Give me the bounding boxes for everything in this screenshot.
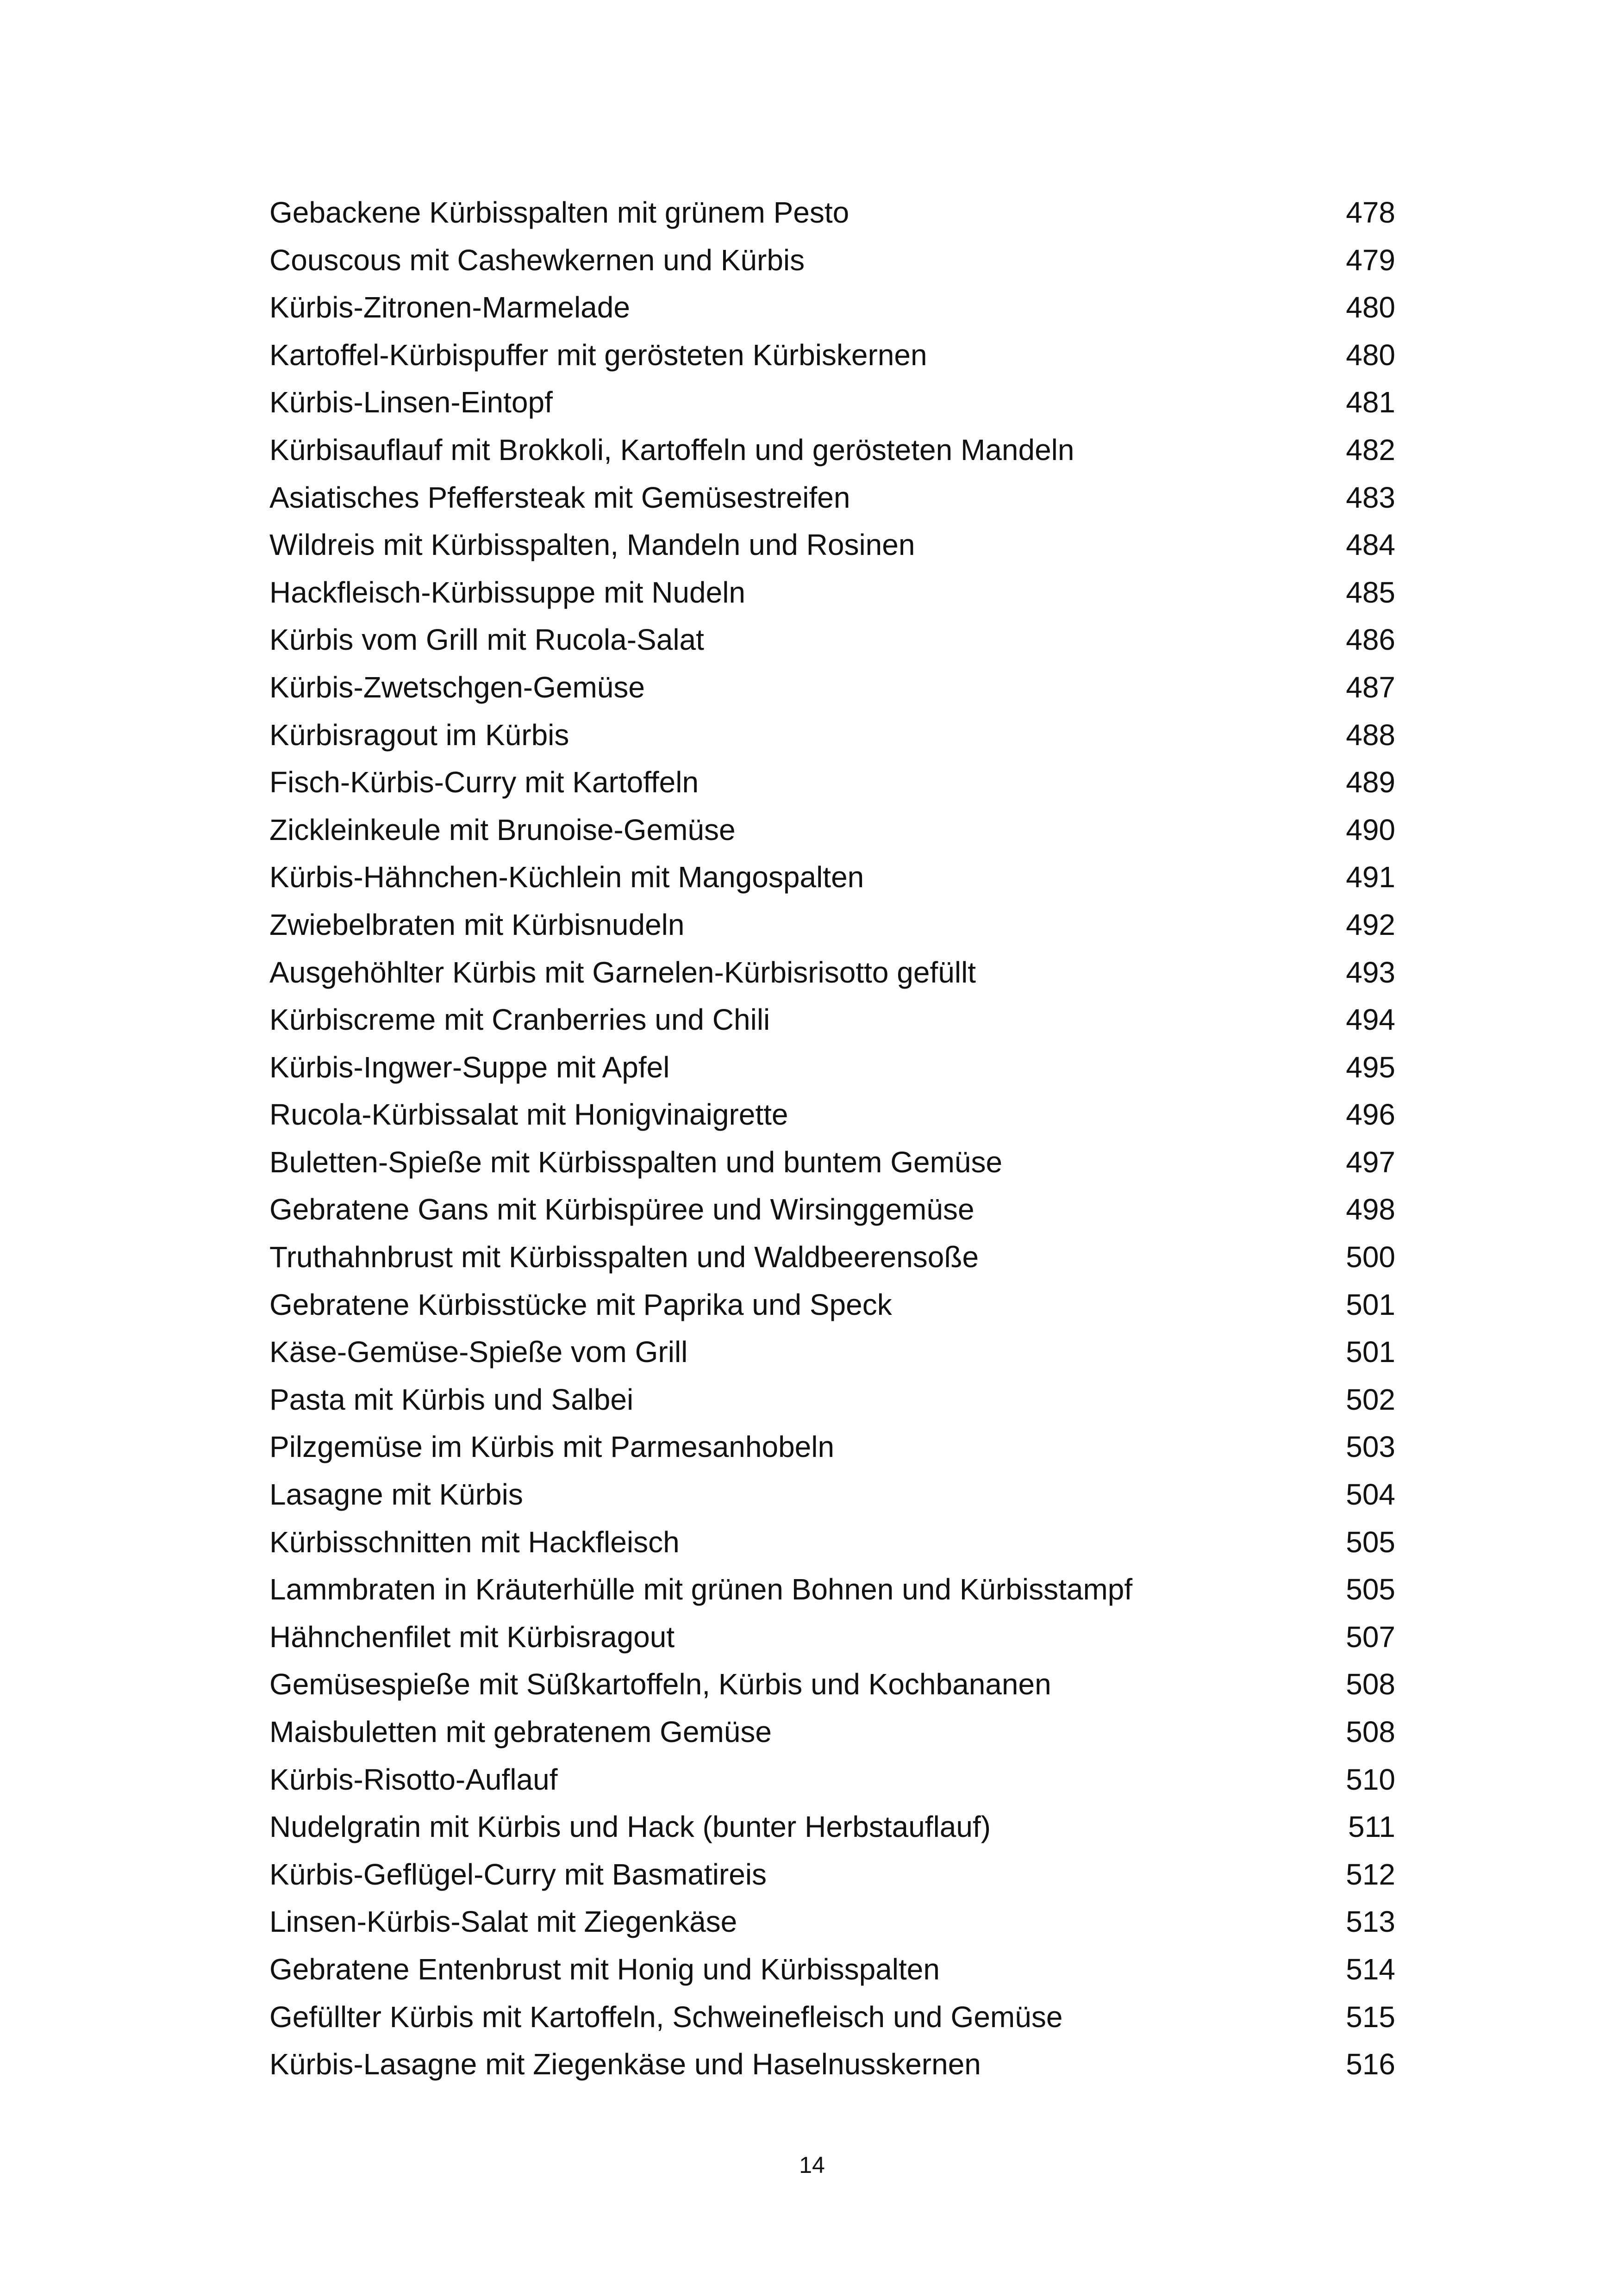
toc-entry-title: Kartoffel-Kürbispuffer mit gerösteten Kürbiskernen — [269, 338, 927, 372]
toc-entry-page: 490 — [1346, 813, 1395, 846]
table-of-contents — [269, 189, 1395, 2088]
toc-entry — [269, 1566, 1395, 1613]
toc-entry-title: Gefüllter Kürbis mit Kartoffeln, Schweinefleisch und Gemüse — [269, 2000, 1063, 2034]
toc-entry-page: 489 — [1346, 765, 1395, 799]
toc-entry-page: 508 — [1346, 1715, 1395, 1748]
toc-entry-title: Nudelgratin mit Kürbis und Hack (bunter Herbstauflauf) — [269, 1810, 991, 1844]
toc-entry — [269, 284, 1395, 331]
toc-entry-page: 515 — [1346, 2000, 1395, 2034]
toc-entry — [269, 1281, 1395, 1329]
toc-entry-page: 485 — [1346, 575, 1395, 609]
toc-entry-title: Hähnchenfilet mit Kürbisragout — [269, 1620, 675, 1654]
toc-entry-page: 479 — [1346, 243, 1395, 277]
toc-entry — [269, 1803, 1395, 1851]
toc-entry — [269, 996, 1395, 1044]
toc-entry-title: Kürbiscreme mit Cranberries und Chili — [269, 1003, 770, 1037]
toc-entry-page: 493 — [1346, 955, 1395, 989]
toc-entry-page: 505 — [1346, 1573, 1395, 1606]
toc-entry-page: 494 — [1346, 1003, 1395, 1037]
toc-entry-title: Zwiebelbraten mit Kürbisnudeln — [269, 908, 685, 941]
toc-entry — [269, 236, 1395, 284]
toc-entry-page: 486 — [1346, 623, 1395, 657]
toc-entry — [269, 1946, 1395, 1993]
toc-entry — [269, 426, 1395, 474]
toc-entry — [269, 616, 1395, 664]
toc-entry-title: Kürbisschnitten mit Hackfleisch — [269, 1525, 680, 1559]
toc-entry — [269, 1518, 1395, 1566]
toc-entry — [269, 1708, 1395, 1756]
toc-entry-title: Linsen-Kürbis-Salat mit Ziegenkäse — [269, 1905, 737, 1939]
toc-entry-page: 501 — [1346, 1335, 1395, 1369]
toc-entry-page: 513 — [1346, 1905, 1395, 1939]
toc-entry-title: Maisbuletten mit gebratenem Gemüse — [269, 1715, 772, 1748]
toc-entry-page: 497 — [1346, 1145, 1395, 1179]
toc-entry-title: Gebackene Kürbisspalten mit grünem Pesto — [269, 196, 849, 229]
toc-entry-page: 480 — [1346, 338, 1395, 372]
toc-entry-title: Zickleinkeule mit Brunoise-Gemüse — [269, 813, 736, 846]
toc-entry-page: 511 — [1348, 1810, 1395, 1844]
toc-entry-title: Pasta mit Kürbis und Salbei — [269, 1382, 634, 1416]
toc-entry — [269, 569, 1395, 616]
toc-entry-page: 498 — [1346, 1193, 1395, 1226]
toc-entry-title: Rucola-Kürbissalat mit Honigvinaigrette — [269, 1098, 788, 1132]
toc-entry-title: Truthahnbrust mit Kürbisspalten und Waldbeerensoße — [269, 1240, 979, 1274]
toc-entry — [269, 1898, 1395, 1946]
toc-entry-title: Kürbis-Hähnchen-Küchlein mit Mangospalten — [269, 860, 864, 894]
toc-entry — [269, 474, 1395, 522]
toc-entry-page: 492 — [1346, 908, 1395, 941]
toc-entry-title: Pilzgemüse im Kürbis mit Parmesanhobeln — [269, 1430, 835, 1464]
toc-entry-title: Kürbis-Zwetschgen-Gemüse — [269, 670, 645, 704]
toc-entry — [269, 1044, 1395, 1091]
toc-entry-page: 508 — [1346, 1668, 1395, 1701]
toc-entry — [269, 2041, 1395, 2088]
toc-entry-page: 514 — [1346, 1952, 1395, 1986]
toc-entry-title: Hackfleisch-Kürbissuppe mit Nudeln — [269, 575, 745, 609]
toc-entry-title: Couscous mit Cashewkernen und Kürbis — [269, 243, 805, 277]
toc-entry-page: 495 — [1346, 1050, 1395, 1084]
toc-entry-page: 510 — [1346, 1762, 1395, 1796]
toc-entry-title: Fisch-Kürbis-Curry mit Kartoffeln — [269, 765, 699, 799]
toc-entry — [269, 806, 1395, 854]
toc-entry — [269, 711, 1395, 759]
toc-entry — [269, 189, 1395, 236]
toc-entry — [269, 853, 1395, 901]
toc-entry-title: Asiatisches Pfeffersteak mit Gemüsestreifen — [269, 480, 850, 514]
toc-entry-title: Kürbis-Ingwer-Suppe mit Apfel — [269, 1050, 670, 1084]
toc-entry-title: Kürbis-Risotto-Auflauf — [269, 1762, 558, 1796]
toc-entry — [269, 901, 1395, 949]
toc-entry-page: 500 — [1346, 1240, 1395, 1274]
toc-entry — [269, 1993, 1395, 2041]
toc-entry-page: 512 — [1346, 1857, 1395, 1891]
toc-entry — [269, 664, 1395, 711]
toc-entry — [269, 331, 1395, 379]
toc-entry — [269, 1471, 1395, 1518]
toc-entry-page: 491 — [1346, 860, 1395, 894]
toc-entry-title: Lasagne mit Kürbis — [269, 1478, 523, 1512]
toc-entry-title: Wildreis mit Kürbisspalten, Mandeln und Rosinen — [269, 528, 915, 562]
toc-entry-page: 483 — [1346, 480, 1395, 514]
toc-entry-title: Kürbisragout im Kürbis — [269, 718, 569, 752]
toc-entry-page: 504 — [1346, 1478, 1395, 1512]
toc-entry-title: Kürbisauflauf mit Brokkoli, Kartoffeln und gerösteten Mandeln — [269, 433, 1074, 467]
page-number: 14 — [799, 2152, 825, 2178]
toc-entry-page: 496 — [1346, 1098, 1395, 1132]
toc-entry-page: 502 — [1346, 1382, 1395, 1416]
toc-entry-page: 487 — [1346, 670, 1395, 704]
toc-entry — [269, 521, 1395, 569]
toc-entry-title: Gebratene Gans mit Kürbispüree und Wirsinggemüse — [269, 1193, 974, 1226]
toc-entry-title: Gemüsespieße mit Süßkartoffeln, Kürbis und Kochbananen — [269, 1668, 1051, 1701]
toc-entry-page: 507 — [1346, 1620, 1395, 1654]
toc-entry-title: Lammbraten in Kräuterhülle mit grünen Bohnen und Kürbisstampf — [269, 1573, 1133, 1606]
toc-entry-title: Kürbis-Zitronen-Marmelade — [269, 291, 630, 324]
toc-entry-title: Gebratene Entenbrust mit Honig und Kürbisspalten — [269, 1952, 940, 1986]
toc-entry-title: Kürbis-Geflügel-Curry mit Basmatireis — [269, 1857, 767, 1891]
toc-entry — [269, 1423, 1395, 1471]
toc-entry-title: Kürbis vom Grill mit Rucola-Salat — [269, 623, 704, 657]
toc-entry — [269, 1661, 1395, 1708]
toc-entry-title: Kürbis-Lasagne mit Ziegenkäse und Haselnusskernen — [269, 2047, 981, 2081]
toc-entry — [269, 1186, 1395, 1233]
toc-entry-title: Buletten-Spieße mit Kürbisspalten und buntem Gemüse — [269, 1145, 1003, 1179]
toc-entry-title: Ausgehöhlter Kürbis mit Garnelen-Kürbisrisotto gefüllt — [269, 955, 976, 989]
toc-entry-page: 503 — [1346, 1430, 1395, 1464]
toc-entry — [269, 379, 1395, 426]
toc-entry — [269, 1376, 1395, 1424]
toc-entry — [269, 1756, 1395, 1804]
toc-entry-title: Käse-Gemüse-Spieße vom Grill — [269, 1335, 688, 1369]
toc-entry — [269, 1613, 1395, 1661]
toc-entry-page: 501 — [1346, 1288, 1395, 1321]
toc-entry-page: 484 — [1346, 528, 1395, 562]
toc-entry-page: 482 — [1346, 433, 1395, 467]
toc-entry — [269, 1091, 1395, 1139]
toc-entry — [269, 759, 1395, 806]
toc-entry-page: 478 — [1346, 196, 1395, 229]
toc-entry-page: 505 — [1346, 1525, 1395, 1559]
toc-entry-title: Gebratene Kürbisstücke mit Paprika und Speck — [269, 1288, 892, 1321]
toc-entry — [269, 1233, 1395, 1281]
toc-entry — [269, 1328, 1395, 1376]
toc-entry — [269, 1851, 1395, 1898]
toc-entry-page: 488 — [1346, 718, 1395, 752]
toc-entry-page: 481 — [1346, 386, 1395, 419]
toc-entry — [269, 949, 1395, 996]
toc-entry-title: Kürbis-Linsen-Eintopf — [269, 386, 553, 419]
toc-entry — [269, 1139, 1395, 1186]
toc-entry-page: 516 — [1346, 2047, 1395, 2081]
toc-entry-page: 480 — [1346, 291, 1395, 324]
